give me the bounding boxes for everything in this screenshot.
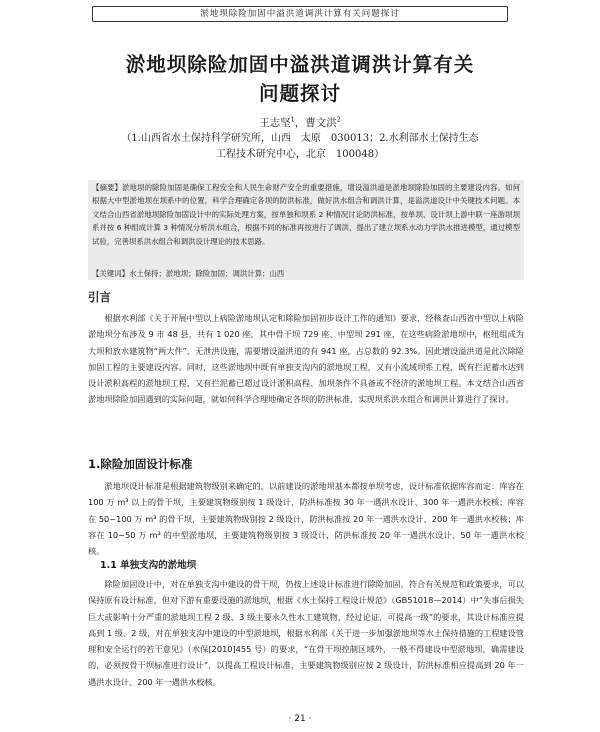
- affiliation-line-2: 工程技术研究中心，北京 100048）: [215, 149, 385, 160]
- keywords-text: 水土保持；淤地坝；除险加固；调洪计算；山西: [128, 269, 285, 278]
- intro-paragraph: 根据水利部《关于开展中型以上病险淤地坝认定和除险加固初步设计工作的通知》要求，经核查山西省中型以上病险淤地坝分布涉及 9 市 48 县，共有 1 020 座，其中骨干坝 729 座、中型坝 291 座，在这些病险淤地坝中，枢纽组成为大坝和放水建筑物“两大件”、无泄洪设施，需要增设溢洪道的有 941 座，占总数的 92.3%。因此增设溢洪道是此次除险加固工程的主要建设内容。同时，这些淤地坝中既有单独支沟内的淤地坝工程，又有小流域坝系工程，既有拦泥蓄水达到设计淤积高程的淤地坝工程，又有拦泥蓄已超过设计淤积高程、加坝条件不具备或不经济的淤地坝工程。本文结合山西省淤地坝除险加固遇到的实际问题，就如何科学合理地确定各坝的防洪标准，实现坝系洪水组合和调洪计算进行了探讨。: [88, 313, 524, 405]
- author-affiliation-mark: 2: [336, 115, 341, 124]
- keywords-label: 【关键词】: [92, 269, 129, 278]
- section-1-heading: 1.除险加固设计标准: [88, 457, 193, 471]
- abstract-label: 【摘要】: [92, 183, 123, 192]
- page-number: · 21 ·: [288, 714, 312, 724]
- author-affiliation-mark: 1: [290, 115, 295, 124]
- subsection-1-1-paragraph: 除险加固设计中，对在单独支沟中建设的骨干坝，仍按上述设计标准进行除险加固，符合有关规范和政策要求，可以保持原有设计标准，但对下游有重要设施的淤地坝，根据《水土保持工程设计规范》（GB51018—2014）中“失事后损失巨大或影响十分严重的淤地坝工程 2 级、3 级主要永久性水工建筑物，经过论证，可提高一级”的要求，其设计标准应提高到 1 级、2 级，对在单独支沟中建设的中型淤地坝，根据水利部《关于进一步加强淤地坝等水土保持措施的工程建设管理和安全运行的若干意见》（水保[2010]455 号）的要求，“在骨干坝控制区域外，一般不得建设中型淤地坝，确需建设的，必须按骨干坝标准进行设计”，以提高工程设计标准，主要建筑物级别应按 2 级设计，防洪标准相应提高到 20 年一遇洪水设计、200 年一遇洪水校核。: [88, 579, 524, 687]
- affiliation: [100, 131, 500, 163]
- author-name: 曹文洪: [305, 117, 337, 129]
- author-line: 王志坚$^1$，曹文洪$^2$: [259, 115, 341, 129]
- subsection-1-1-heading: 1.1 单独支沟的淤地坝: [100, 560, 197, 571]
- paper-title: [60, 50, 540, 108]
- title-line-1: 淤地坝除险加固中溢洪道调洪计算有关: [125, 53, 475, 76]
- title-line-2: 问题探讨: [258, 82, 341, 105]
- running-header: 淤地坝除险加固中溢洪道调洪计算有关问题探讨: [92, 6, 508, 22]
- abstract: [92, 181, 520, 248]
- intro-heading: 引言: [88, 290, 111, 304]
- abstract-text: 淤地坝的除险加固是确保工程安全和人民生命财产安全的重要措施，增设溢洪道是淤地坝除险加固的主要建设内容。如何根据大中型淤地坝在坝系中的位置，科学合理确定各坝的防洪标准，做好洪水组合和调洪计算，是溢洪道设计中关键技术问题。本文结合山西省淤地坝除险加固设计中的实际处理方案，按单独和坝系 2 种情况讨论防洪标准，按单坝、设计坝上游中联一座游坝坝系并按 6 种组成计算 3 种情况分析洪水组合，根据不同的标准再按进行了调洪，提出了建立坝系水动力学洪水推进模型，通过模型试验，完善坝系洪水组合和调洪设计理论的技术思路。: [92, 183, 520, 246]
- section-1-paragraph: 淤地坝设计标准是根据建筑物级别来确定的，以前建设的淤地坝基本都按单坝考虑，设计标准依据库容而定：库容在 100 万 m³ 以上的骨干坝，主要建筑物级别按 1 级设计，防洪标准按 30 年一遇洪水设计、300 年一遇洪水校核；库容在 50~100 万 m³ 的骨干坝，主要建筑物级别按 2 级设计，防洪标准按 20 年一遇洪水设计、200 年一遇洪水校核；库容在 10~50 万 m³ 的中型淤地坝，主要建筑物级别按 3 级设计，防洪标准按 20 年一遇洪水设计、50 年一遇洪水校核。: [88, 481, 524, 557]
- author-name: 王志坚: [259, 117, 291, 129]
- keywords: [92, 268, 520, 280]
- affiliation-line-1: （1.山西省水土保持科学研究所，山西 太原 030013；2.水利部水土保持生态: [121, 133, 479, 144]
